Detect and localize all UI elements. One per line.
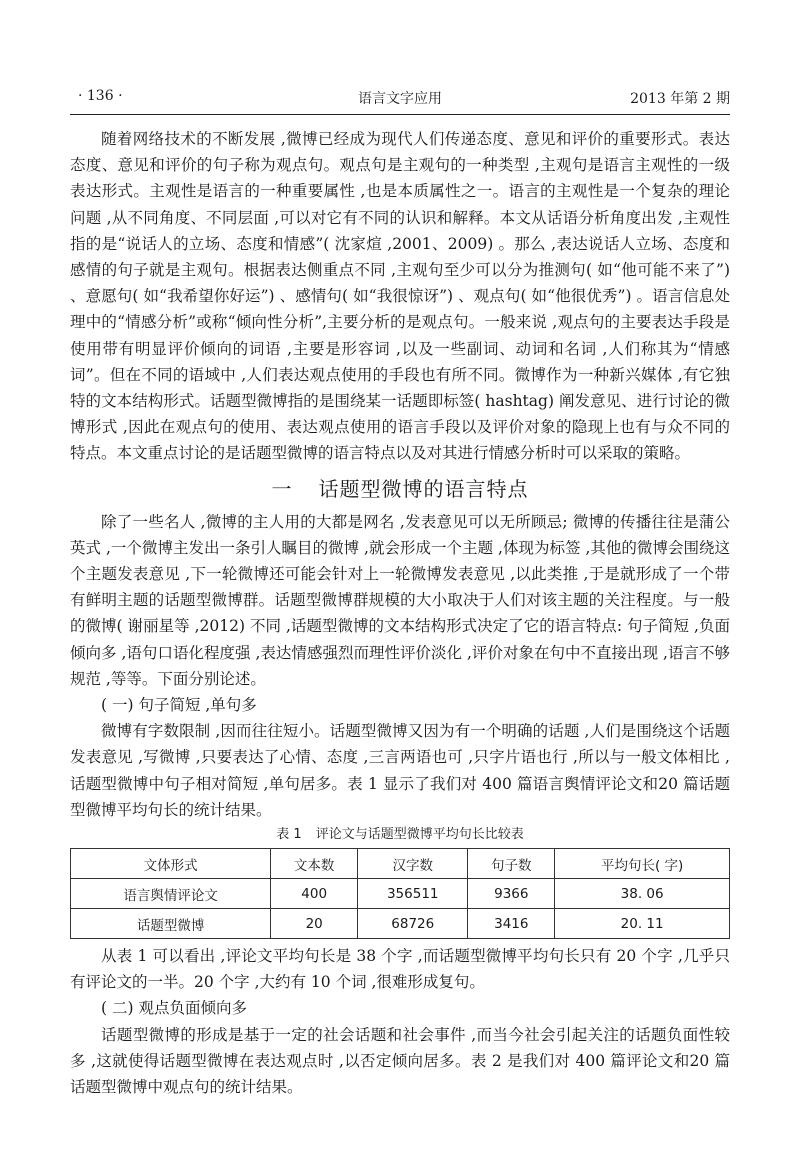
- subsection-paragraph-1: 微博有字数限制 ,因而往往短小。话题型微博又因为有一个明确的话题 ,人们是围绕这个话题发表意见 ,写微博 ,只要表达了心情、态度 ,三言两语也可 ,只字片语也行 ,所以与一般文体相比 ,话题型微博中句子相对简短 ,单句居多。表 1 显示了我们对 400 篇语言舆情评论文和20 篇话题型微博平均句长的统计结果。: [70, 722, 730, 819]
- after-table-paragraph: 从表 1 可以看出 ,评论文平均句长是 38 个字 ,而话题型微博平均句长只有 20 个字 ,几乎只有评论文的一半。20 个字 ,大约有 10 个词 ,很难形成复句。: [70, 947, 730, 992]
- subsection-heading-2: ( 二) 观点负面倾向多: [101, 999, 247, 1018]
- table-header-cell: 文本数: [271, 849, 358, 879]
- table-cell: 400: [271, 879, 358, 909]
- article-body: [70, 126, 730, 1100]
- table-caption: [70, 826, 730, 844]
- table-header-cell: 平均句长( 字): [555, 849, 730, 879]
- section-paragraph: 除了一些名人 ,微博的主人用的大都是网名 ,发表意见可以无所顾忌; 微博的传播往往是蒲公英式 ,一个微博主发出一条引人瞩目的微博 ,就会形成一个主题 ,体现为标签 ,其他的微博会围绕这个主题发表意见 ,下一轮微博还可能会针对上一轮微博发表意见 ,以此类推 ,于是就形成了一个带有鲜明主题的话题型微博群。话题型微博群规模的大小取决于人们对该主题的关注程度。与一般的微博( 谢丽星等 ,2012) 不同 ,话题型微博的文本结构形式决定了它的语言特点: 句子简短 ,负面倾向多 ,语句口语化程度强 ,表达情感强烈而理性评价淡化 ,评价对象在句中不直接出现 ,语言不够规范 ,等等。下面分别论述。: [70, 512, 730, 688]
- subsection-heading-1: ( 一) 句子简短 ,单句多: [101, 696, 257, 715]
- table-title: 评论文与话题型微博平均句长比较表: [315, 827, 524, 843]
- sentence-length-table: [70, 848, 730, 939]
- table-cell: 3416: [468, 909, 555, 939]
- table-cell: 68726: [358, 909, 468, 939]
- table-cell: 356511: [358, 879, 468, 909]
- table-row: [71, 879, 730, 909]
- section-number: 一: [271, 476, 293, 501]
- section-heading: [70, 473, 730, 505]
- table-cell: 9366: [468, 879, 555, 909]
- page-number: · 136 ·: [78, 88, 123, 104]
- table-header-cell: 句子数: [468, 849, 555, 879]
- running-header: [70, 88, 730, 114]
- journal-title: 语言文字应用: [358, 91, 442, 107]
- table-header-cell: 文体形式: [71, 849, 271, 879]
- table-header-row: [71, 849, 730, 879]
- table-cell: 20: [271, 909, 358, 939]
- table-cell: 语言舆情评论文: [71, 879, 271, 909]
- table-cell: 话题型微博: [71, 909, 271, 939]
- table-cell: 38. 06: [555, 879, 730, 909]
- table-cell: 20. 11: [555, 909, 730, 939]
- issue-label: 2013 年第 2 期: [630, 91, 730, 107]
- header-rule: [70, 114, 730, 115]
- intro-paragraph: 随着网络技术的不断发展 ,微博已经成为现代人们传递态度、意见和评价的重要形式。表达态度、意见和评价的句子称为观点句。观点句是主观句的一种类型 ,主观句是语言主观性的一级表达形式。主观性是语言的一种重要属性 ,也是本质属性之一。语言的主观性是一个复杂的理论问题 ,从不同角度、不同层面 ,可以对它有不同的认识和解释。本文从话语分析角度出发 ,主观性指的是“说话人的立场、态度和情感”( 沈家煊 ,2001、2009) 。那么 ,表达说话人立场、态度和感情的句子就是主观句。根据表达侧重点不同 ,主观句至少可以分为推测句( 如“他可能不来了”) 、意愿句( 如“我希望你好运”) 、感情句( 如“我很惊讶”) 、观点句( 如“他很优秀”) 。语言信息处理中的“情感分析”或称“倾向性分析”,主要分析的是观点句。一般来说 ,观点句的主要表达手段是使用带有明显评价倾向的词语 ,主要是形容词 ,以及一些副词、动词和名词 ,人们称其为“情感词”。但在不同的语域中 ,人们表达观点使用的手段也有所不同。微博作为一种新兴媒体 ,有它独特的文本结构形式。话题型微博指的是围绕某一话题即标签( hashtag) 阐发意见、进行讨论的微博形式 ,因此在观点句的使用、表达观点使用的语言手段以及评价对象的隐现上也有与众不同的特点。本文重点讨论的是话题型微博的语言特点以及对其进行情感分析时可以采取的策略。: [70, 130, 730, 463]
- subsection-paragraph-2: 话题型微博的形成是基于一定的社会话题和社会事件 ,而当今社会引起关注的话题负面性较多 ,这就使得话题型微博在表达观点时 ,以否定倾向居多。表 2 是我们对 400 篇评论文和20 篇话题型微博中观点句的统计结果。: [70, 1025, 730, 1097]
- section-title: 话题型微博的语言特点: [318, 476, 529, 501]
- table-row: [71, 909, 730, 939]
- table-header-cell: 汉字数: [358, 849, 468, 879]
- table-label: 表 1: [276, 827, 302, 843]
